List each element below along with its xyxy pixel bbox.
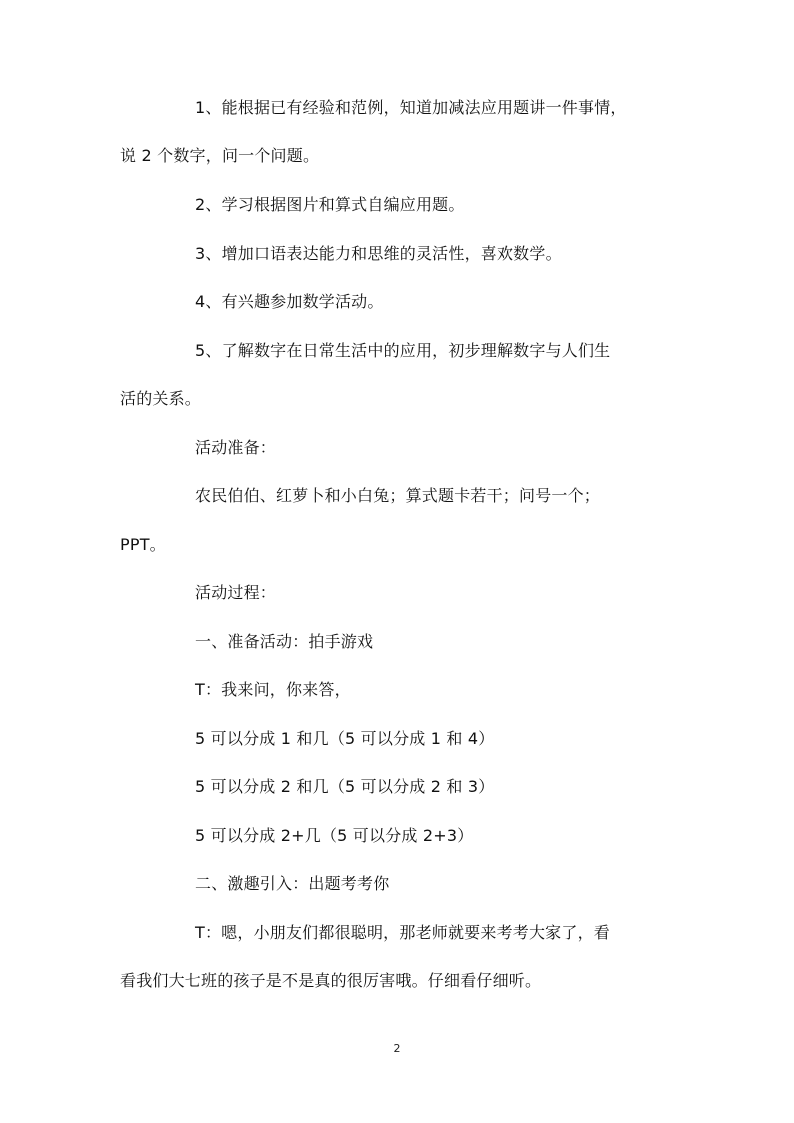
objective-4: 4、有兴趣参加数学活动。 <box>195 292 384 311</box>
teacher-prompt: T：我来问，你来答， <box>195 680 351 699</box>
preparation-materials-line-2: PPT。 <box>120 535 166 554</box>
section-2-heading: 二、激趣引入：出题考考你 <box>195 874 390 893</box>
objective-5-line-2: 活的关系。 <box>120 389 202 408</box>
objective-1-line-1: 1、能根据已有经验和范例，知道加减法应用题讲一件事情， <box>195 98 627 117</box>
question-3: 5 可以分成 2+几（5 可以分成 2+3） <box>195 826 474 845</box>
process-heading: 活动过程： <box>195 583 277 602</box>
objective-5-line-1: 5、了解数字在日常生活中的应用，初步理解数字与人们生 <box>195 341 611 360</box>
teacher-remark-line-1: T：嗯，小朋友们都很聪明，那老师就要来考考大家了，看 <box>195 923 610 942</box>
section-1-heading: 一、准备活动：拍手游戏 <box>195 632 374 651</box>
objective-3: 3、增加口语表达能力和思维的灵活性，喜欢数学。 <box>195 244 562 263</box>
preparation-materials-line-1: 农民伯伯、红萝卜和小白兔；算式题卡若干；问号一个； <box>195 486 601 505</box>
page-number: 2 <box>393 1042 401 1055</box>
teacher-remark-line-2: 看我们大七班的孩子是不是真的很厉害哦。仔细看仔细听。 <box>120 971 542 990</box>
question-2: 5 可以分成 2 和几（5 可以分成 2 和 3） <box>195 777 495 796</box>
question-1: 5 可以分成 1 和几（5 可以分成 1 和 4） <box>195 729 495 748</box>
preparation-heading: 活动准备： <box>195 438 277 457</box>
objective-1-line-2: 说 2 个数字，问一个问题。 <box>120 146 320 165</box>
objective-2: 2、学习根据图片和算式自编应用题。 <box>195 195 465 214</box>
